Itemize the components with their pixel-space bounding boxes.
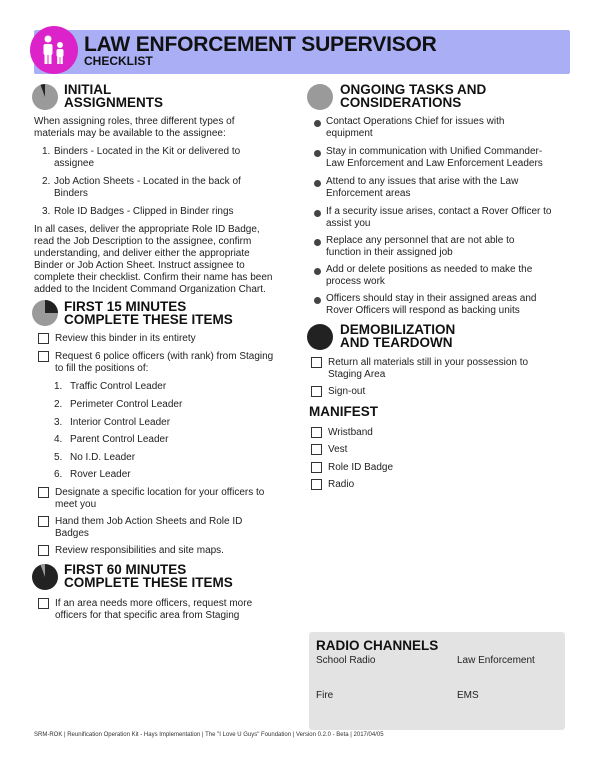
initial-body-line: In all cases, deliver the appropriate Role ID Badge,	[34, 224, 260, 235]
first15-heading-line1: FIRST 15 MINUTES	[64, 299, 187, 314]
initial-intro-line: materials may be available to the assignee:	[34, 128, 226, 139]
checkbox[interactable]	[311, 462, 322, 473]
position-item: No I.D. Leader	[70, 452, 136, 463]
ongoing-item: function in their assigned job	[326, 247, 453, 258]
bullet-icon	[314, 180, 321, 187]
list-item: Role ID Badges - Clipped in Binder rings	[54, 206, 234, 217]
initial-body-line: Binder or Job Action Sheet. Instruct assignee to	[34, 260, 245, 271]
checkbox-label: Review this binder in its entirety	[55, 333, 196, 344]
radio-channel-label: Law Enforcement	[457, 655, 535, 666]
checkbox-label: Review responsibilities and site maps.	[55, 545, 224, 556]
page-title: LAW ENFORCEMENT SUPERVISOR	[84, 33, 437, 56]
ongoing-item: Rover Officers will respond as backing units	[326, 305, 520, 316]
checkbox[interactable]	[311, 479, 322, 490]
demob-heading-line2: AND TEARDOWN	[340, 335, 453, 350]
position-item: Rover Leader	[70, 469, 131, 480]
list-item: assignee	[54, 158, 95, 169]
list-item: Job Action Sheets - Located in the back of	[54, 176, 241, 187]
manifest-heading: MANIFEST	[309, 404, 378, 419]
ongoing-item: Officers should stay in their assigned areas and	[326, 293, 537, 304]
bullet-icon	[314, 210, 321, 217]
checkbox[interactable]	[311, 444, 322, 455]
checkbox-label: meet you	[55, 499, 97, 510]
ongoing-item: Attend to any issues that arise with the Law	[326, 176, 519, 187]
position-item: Parent Control Leader	[70, 434, 169, 445]
ongoing-item: Stay in communication with Unified Commander-	[326, 146, 543, 157]
position-number: 6.	[54, 469, 63, 480]
checkbox[interactable]	[38, 516, 49, 527]
page-subtitle: CHECKLIST	[84, 54, 153, 68]
position-number: 4.	[54, 434, 63, 445]
checkbox-label: Return all materials still in your possession to	[328, 357, 529, 368]
checkbox[interactable]	[38, 545, 49, 556]
initial-heading-line2: ASSIGNMENTS	[64, 95, 164, 110]
position-item: Perimeter Control Leader	[70, 399, 183, 410]
checkbox-label: Wristband	[328, 427, 373, 438]
radio-channel-label: EMS	[457, 690, 479, 701]
initial-heading-line1: INITIAL	[64, 82, 112, 97]
radio-channel-label: School Radio	[316, 655, 376, 666]
initial-body-line: understanding, and deliver either the appropriate	[34, 248, 250, 259]
demob-heading-line1: DEMOBILIZATION	[340, 322, 456, 337]
initial-body-line: complete their checklist. Confirm their name has been	[34, 272, 273, 283]
clock-quarter-icon	[32, 84, 58, 110]
checkbox-label: officers for that specific area from Staging	[55, 610, 240, 621]
list-item-number: 2.	[42, 176, 51, 187]
ongoing-item: assist you	[326, 218, 371, 229]
ongoing-heading-line1: ONGOING TASKS AND	[340, 82, 487, 97]
checkbox-label: Designate a specific location for your officers to	[55, 487, 265, 498]
footer: SRM-ROK | Reunification Operation Kit - Hays Implementation | The "I Love U Guys" Foundation | Version 0.2.0 - Beta | 2017/04/05	[34, 732, 384, 738]
checkbox-label: Hand them Job Action Sheets and Role ID	[55, 516, 243, 527]
clock-empty-icon	[307, 84, 333, 110]
ongoing-item: Add or delete positions as needed to make the	[326, 264, 533, 275]
ongoing-item: Law Enforcement and Law Enforcement Leaders	[326, 158, 543, 169]
checkbox[interactable]	[38, 487, 49, 498]
checkbox-label: Sign-out	[328, 386, 366, 397]
first15-heading-line2: COMPLETE THESE ITEMS	[64, 312, 233, 327]
bullet-icon	[314, 120, 321, 127]
position-number: 2.	[54, 399, 63, 410]
ongoing-item: equipment	[326, 128, 373, 139]
list-item: Binders - Located in the Kit or delivered to	[54, 146, 241, 157]
checkbox-label: Badges	[55, 528, 89, 539]
logo	[30, 26, 78, 74]
ongoing-item: Contact Operations Chief for issues with	[326, 116, 505, 127]
position-number: 5.	[54, 452, 63, 463]
checkbox-label: to fill the positions of:	[55, 363, 149, 374]
ongoing-heading-line2: CONSIDERATIONS	[340, 95, 462, 110]
checkbox-label: If an area needs more officers, request more	[55, 598, 253, 609]
checkbox[interactable]	[38, 598, 49, 609]
checkbox-label: Role ID Badge	[328, 462, 394, 473]
checkbox-label: Request 6 police officers (with rank) from Staging	[55, 351, 274, 362]
position-number: 3.	[54, 417, 63, 428]
bullet-icon	[314, 268, 321, 275]
bullet-icon	[314, 150, 321, 157]
initial-body-line: added to the Incident Command Organization Chart.	[34, 284, 266, 295]
position-item: Traffic Control Leader	[70, 381, 167, 392]
checkbox[interactable]	[311, 386, 322, 397]
ongoing-item: Replace any personnel that are not able to	[326, 235, 515, 246]
people-icon	[40, 34, 68, 66]
checkbox-label: Staging Area	[328, 369, 386, 380]
initial-intro-line: When assigning roles, three different types of	[34, 116, 235, 127]
position-item: Interior Control Leader	[70, 417, 171, 428]
checkbox[interactable]	[38, 351, 49, 362]
list-item-number: 1.	[42, 146, 51, 157]
checkbox[interactable]	[311, 427, 322, 438]
bullet-icon	[314, 239, 321, 246]
list-item: Binders	[54, 188, 88, 199]
radio-channels-heading: RADIO CHANNELS	[316, 638, 439, 653]
checkbox[interactable]	[38, 333, 49, 344]
bullet-icon	[314, 297, 321, 304]
position-number: 1.	[54, 381, 63, 392]
clock-quarter-icon	[32, 300, 58, 326]
initial-body-line: read the Job Description to the assignee, confirm	[34, 236, 252, 247]
clock-full-icon	[32, 564, 58, 590]
radio-channel-label: Fire	[316, 690, 334, 701]
checkbox[interactable]	[311, 357, 322, 368]
ongoing-item: process work	[326, 276, 385, 287]
list-item-number: 3.	[42, 206, 51, 217]
ongoing-item: Enforcement areas	[326, 188, 411, 199]
checkbox-label: Vest	[328, 444, 348, 455]
first60-heading-line1: FIRST 60 MINUTES	[64, 562, 187, 577]
checkbox-label: Radio	[328, 479, 355, 490]
first60-heading-line2: COMPLETE THESE ITEMS	[64, 575, 233, 590]
clock-full-icon	[307, 324, 333, 350]
ongoing-item: If a security issue arises, contact a Rover Officer to	[326, 206, 552, 217]
